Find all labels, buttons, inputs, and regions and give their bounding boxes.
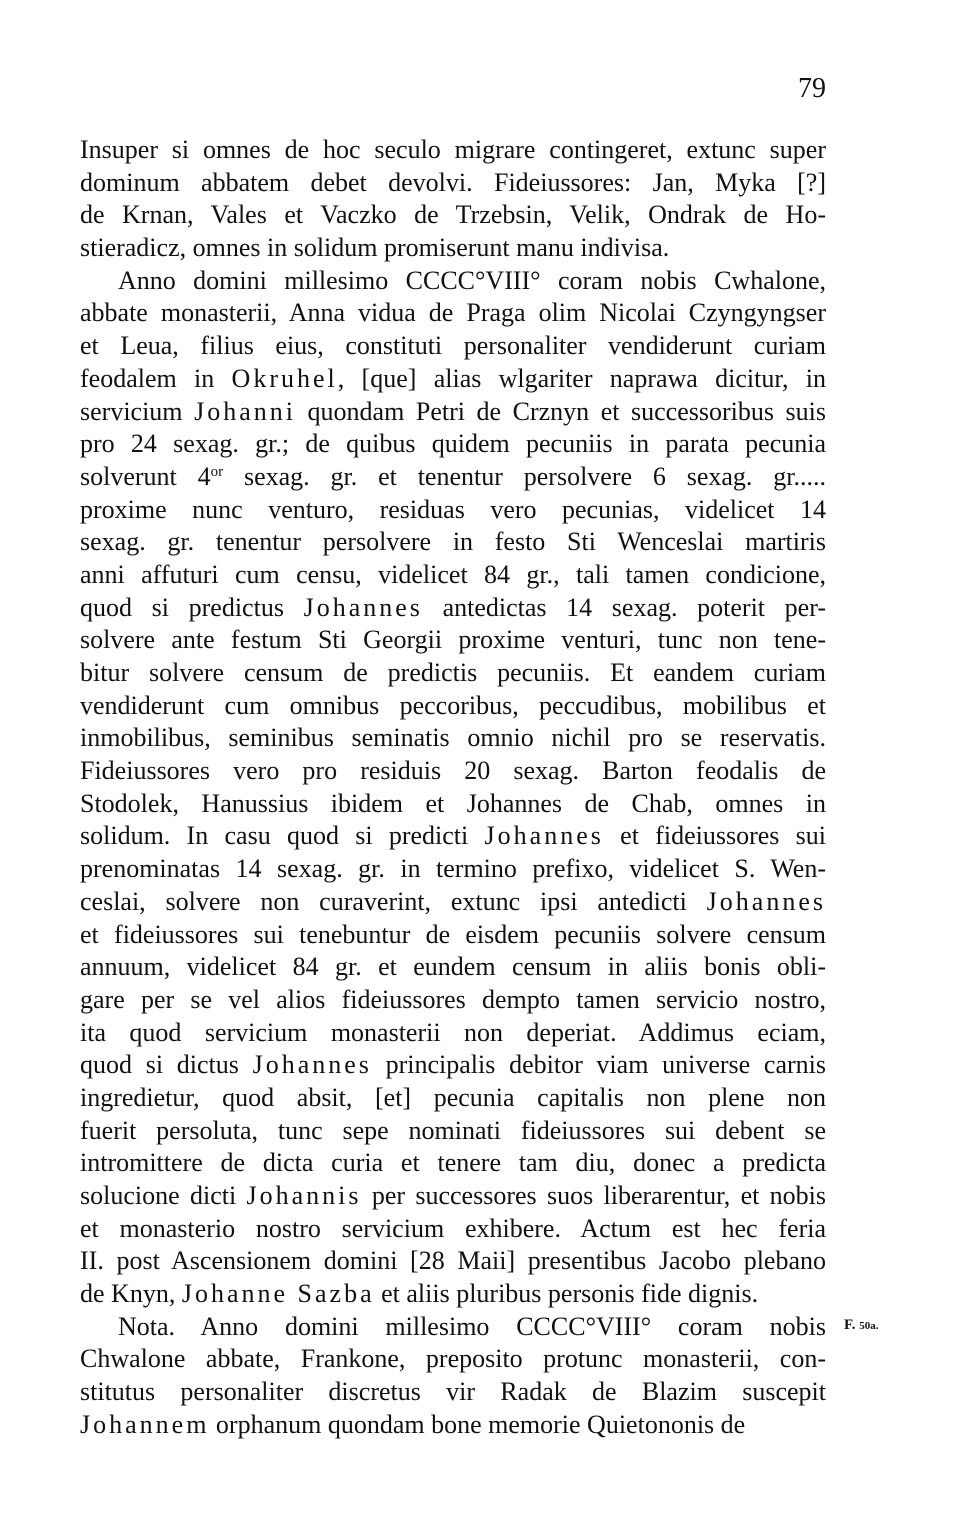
text-line: Anno domini millesimo CCCC°VIII° coram nobis Cwhalone,: [118, 265, 826, 295]
superscript: or: [210, 463, 224, 480]
text-line: Stodolek, Hanussius ibidem et Johannes de Chab, omnes in: [80, 788, 826, 818]
text-line: sexag. gr. tenentur persolvere in festo Sti Wenceslai martiris: [80, 527, 826, 557]
text-line: II. post Ascensionem domini [28 Maii] presentibus Jacobo plebano: [80, 1246, 826, 1276]
text-line: [80, 592, 826, 625]
text-segment: feodalem in: [80, 363, 232, 393]
text-line: intromittere de dicta curia et tenere tam diu, donec a predicta: [80, 1148, 826, 1178]
text-line: [80, 1049, 826, 1082]
text-segment: de Knyn,: [80, 1279, 182, 1309]
text-segment: sexag. gr. et tenentur persolvere 6 sexag. gr.....: [223, 461, 827, 491]
text-line: pro 24 sexag. gr.; de quibus quidem pecuniis in parata pecunia: [80, 429, 826, 459]
text-segment: servicium: [80, 396, 195, 426]
text-segment: solidum. In casu quod si predicti: [80, 821, 485, 851]
text-line: prenominatas 14 sexag. gr. in termino prefixo, videlicet S. Wen-: [80, 854, 826, 884]
text-line: et monasterio nostro servicium exhibere. Actum est hec feria: [80, 1213, 826, 1243]
text-line: solvere ante festum Sti Georgii proxime venturi, tunc non tene-: [80, 625, 826, 655]
text-line: stieradicz, omnes in solidum promiserunt manu indivisa.: [80, 233, 670, 263]
text-segment: quod si dictus: [80, 1050, 253, 1080]
text-segment: et aliis pluribus personis fide dignis.: [374, 1279, 759, 1309]
text-segment: quod si predictus: [80, 592, 304, 622]
text-segment: principalis debitor viam universe carnis: [371, 1050, 826, 1080]
text-line: proxime nunc venturo, residuas vero pecunias, videlicet 14: [80, 494, 826, 524]
text-line: et fideiussores sui tenebuntur de eisdem pecuniis solvere censum: [80, 919, 826, 949]
text-line: inmobilibus, seminibus seminatis omnio nichil pro se reservatis.: [80, 723, 826, 753]
text-line: Chwalone abbate, Frankone, preposito protunc monasterii, con-: [80, 1344, 826, 1374]
text-line: stitutus personaliter discretus vir Radak de Blazim suscepit: [80, 1377, 826, 1407]
text-line: annuum, videlicet 84 gr. et eundem censum in aliis bonis obli-: [80, 952, 826, 982]
text-line: [80, 1180, 826, 1213]
spaced-name: Johannes: [484, 821, 604, 851]
spaced-name: Johanni: [194, 396, 296, 426]
spaced-name: Johannem: [80, 1409, 210, 1439]
text-line: fuerit persoluta, tunc sepe nominati fideiussores sui debent se: [80, 1115, 826, 1145]
text-segment: antedictas 14 sexag. poterit per-: [422, 592, 826, 622]
text-line: gare per se vel alios fideiussores dempto tamen servicio nostro,: [80, 984, 826, 1014]
text-line: ita quod servicium monasterii non deperiat. Addimus eciam,: [80, 1017, 826, 1047]
text-line: ingredietur, quod absit, [et] pecunia capitalis non plene non: [80, 1082, 826, 1112]
text-segment: et fideiussores sui: [603, 821, 826, 851]
text-line: Insuper si omnes de hoc seculo migrare contingeret, extunc super: [80, 135, 826, 164]
spaced-name: Johannis: [246, 1181, 362, 1210]
text-line: vendiderunt cum omnibus peccoribus, peccudibus, mobilibus et: [80, 690, 826, 720]
text-line: Fideiussores vero pro residuis 20 sexag. Barton feodalis de: [80, 756, 826, 786]
text-line: [80, 363, 826, 396]
text-line: de Krnan, Vales et Vaczko de Trzebsin, Velik, Ondrak de Ho-: [80, 200, 826, 230]
margin-folio-label: F.: [844, 1317, 860, 1333]
text-line: abbate monasterii, Anna vidua de Praga olim Nicolai Czyngyngser: [80, 298, 826, 328]
text-segment: solverunt 4: [80, 461, 211, 491]
text-segment: orphanum quondam bone memorie Quietononis de: [209, 1409, 746, 1439]
text-segment: ceslai, solvere non curaverint, extunc ipsi antedicti: [80, 886, 707, 916]
page-number: 79: [798, 73, 826, 104]
margin-folio-note: [844, 1315, 879, 1336]
spaced-name: Johannes: [303, 592, 423, 622]
text-line: [80, 1409, 826, 1442]
spaced-name: Okruhel: [231, 363, 338, 393]
spaced-name: Johanne Sazba: [181, 1279, 375, 1309]
text-segment: solucione dicti: [80, 1181, 247, 1210]
text-line: [80, 461, 826, 494]
spaced-name: Johannes: [252, 1050, 372, 1080]
text-segment: , [que] alias wlgariter naprawa dicitur, in: [337, 363, 826, 393]
text-line: anni affuturi cum censu, videlicet 84 gr., tali tamen condicione,: [80, 559, 826, 589]
text-line: et Leua, filius eius, constituti personaliter vendiderunt curiam: [80, 331, 826, 361]
margin-folio-number: 50a.: [859, 1320, 879, 1332]
spaced-name: Johannes: [706, 886, 826, 916]
text-segment: quondam Petri de Crznyn et successoribus suis: [295, 396, 827, 426]
text-line: [80, 1278, 826, 1311]
text-segment: per successores suos liberarentur, et nobis: [361, 1181, 827, 1210]
text-line: [80, 820, 826, 853]
text-line: [80, 886, 826, 919]
text-line: [80, 396, 826, 429]
body-text: [80, 134, 826, 1442]
text-line: Nota. Anno domini millesimo CCCC°VIII° coram nobis: [118, 1311, 826, 1341]
text-line: dominum abbatem debet devolvi. Fideiussores: Jan, Myka [?]: [80, 167, 826, 197]
text-line: bitur solvere censum de predictis pecuniis. Et eandem curiam: [80, 658, 826, 687]
